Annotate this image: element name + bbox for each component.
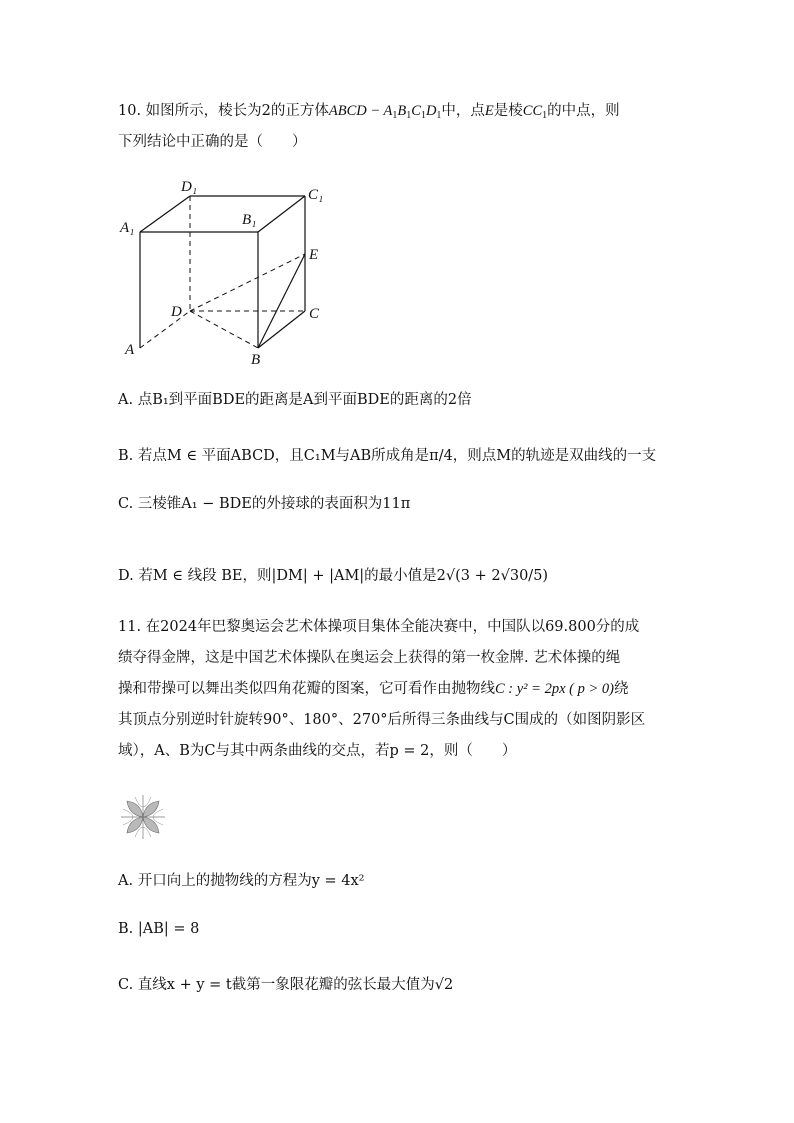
label-d1: D₁ (181, 179, 198, 195)
q11-option-c: C. 直线x + y = t截第一象限花瓣的弦长最大值为√2 (118, 977, 454, 993)
q10-option-c: C. 三棱锥A₁ − BDE的外接球的表面积为11π (118, 496, 411, 512)
petal-q1 (143, 801, 159, 817)
q11-stem-line3 (118, 679, 628, 699)
q10-edge-cc1: $CC_1$ (522, 103, 548, 121)
petal-q4 (143, 817, 159, 833)
q11-stem-line2: 绩夺得金牌，这是中国艺术体操队在奥运会上获得的第一枚金牌. 艺术体操的绳 (118, 650, 621, 666)
segment-b-e (258, 254, 305, 348)
edge-a-d-hidden (140, 311, 190, 348)
q10-stem-text-a: 10. 如图所示，棱长为2的正方体 (118, 103, 329, 119)
q11-stem-line3-text: 操和带操可以舞出类似四角花瓣的图案，它可看作由抛物线 (118, 681, 495, 697)
cube-figure (115, 172, 335, 372)
label-a: A (125, 342, 135, 358)
segment-d-b-hidden (190, 311, 258, 348)
q10-point-e: E (484, 103, 494, 119)
q10-option-d: D. 若M ∈ 线段 BE，则|DM| + |AM|的最小值是2√(3 + 2√30/5) (118, 568, 549, 584)
petal-q2 (127, 801, 143, 817)
q10-stem-line1 (118, 101, 620, 126)
q11-stem-line3-tail: 绕 (613, 681, 629, 697)
label-a1: A₁ (120, 220, 135, 236)
label-b1: B₁ (242, 212, 257, 228)
q10-solid-name: ABCD − $A_1B_1C_1D_1$ (328, 103, 442, 121)
petal-q3 (127, 817, 143, 833)
q11-option-a: A. 开口向上的抛物线的方程为y = 4x² (118, 873, 365, 889)
q10-stem-text-c: 是棱 (493, 103, 523, 119)
label-c1: C₁ (308, 187, 324, 203)
edge-b-c (258, 311, 305, 348)
label-b: B (251, 352, 261, 368)
q10-stem-text-b: 中，点 (441, 103, 485, 119)
q11-option-b: B. |AB| = 8 (118, 921, 200, 937)
q10-option-b: B. 若点M ∈ 平面ABCD，且C₁M与AB所成角是π/4，则点M的轨迹是双曲线的一支 (118, 448, 657, 464)
label-c: C (309, 306, 320, 322)
q10-stem-text-d: 的中点，则 (547, 103, 620, 119)
edge-a1-d1 (140, 196, 190, 232)
q11-stem-line5: 域），A、B为C与其中两条曲线的交点，若p = 2，则（ ） (118, 743, 517, 759)
q10-option-a: A. 点B₁到平面BDE的距离是A到平面BDE的距离的2倍 (118, 392, 472, 408)
q11-parabola-equation: C : y² = 2px ( p > 0) (495, 681, 614, 697)
flower-figure (118, 792, 168, 842)
q11-stem-line1: 11. 在2024年巴黎奥运会艺术体操项目集体全能决赛中，中国队以69.800分的成 (118, 619, 640, 635)
q10-stem-line2: 下列结论中正确的是（ ） (118, 134, 307, 150)
label-e: E (309, 247, 319, 263)
q11-stem-line4: 其顶点分别逆时针旋转90°、180°、270°后所得三条曲线与C围成的（如图阴影区 (118, 712, 646, 728)
edge-b1-c1 (258, 196, 305, 232)
segment-d-e-hidden (190, 254, 305, 311)
label-d: D (171, 304, 182, 320)
